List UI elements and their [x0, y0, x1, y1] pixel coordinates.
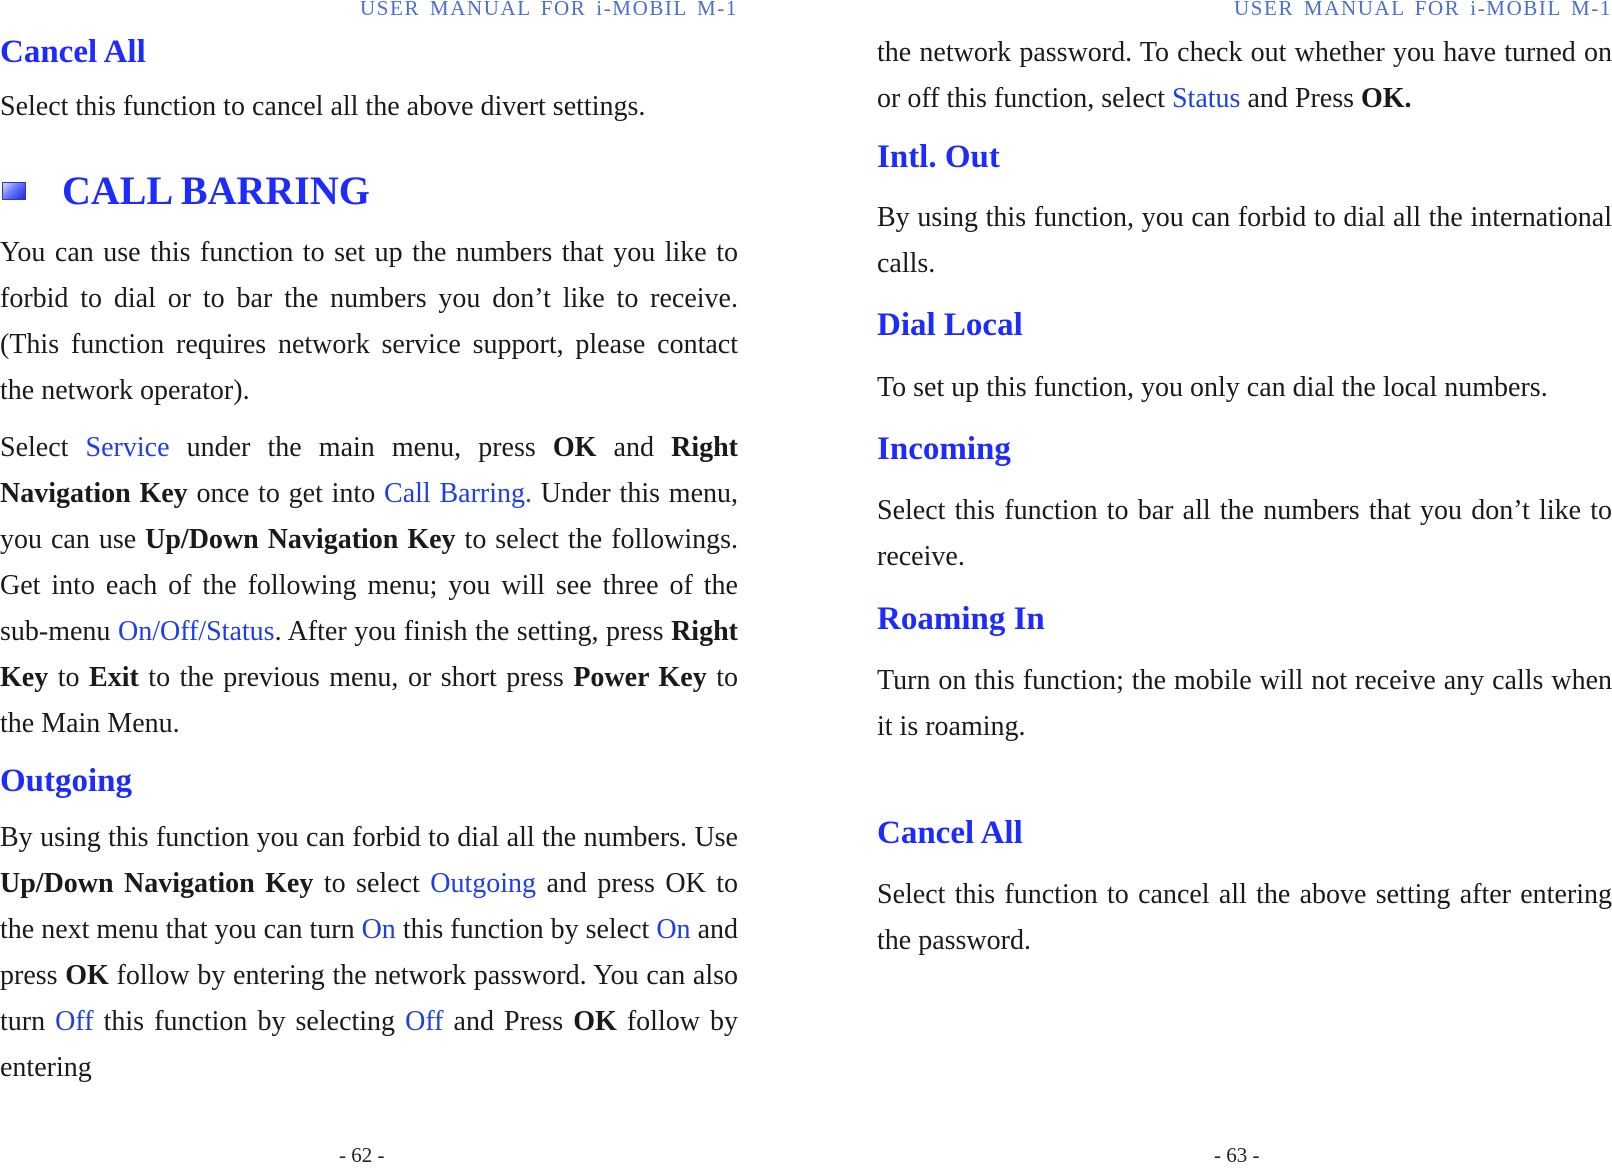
on-term: On [656, 914, 691, 945]
incoming-heading: Incoming [877, 431, 1011, 467]
updown-navigation-key-term: Up/Down Navigation Key [0, 868, 314, 899]
right-navigation-key-term: Right Navigation Key [0, 432, 738, 509]
page-number: - 63 - [1214, 1143, 1260, 1167]
left-page-content [0, 30, 738, 1091]
section-title: CALL BARRING [62, 168, 370, 213]
call-barring-title [0, 168, 738, 214]
square-bullet-icon [2, 182, 26, 200]
cancel-all-heading: Cancel All [877, 815, 1023, 851]
continued-paragraph: the network password. To check out whether you have turned on or off this function, select Status and Press OK. [877, 37, 1612, 114]
dial-local-heading: Dial Local [877, 307, 1023, 343]
right-page-content [877, 30, 1612, 964]
intl-out-heading: Intl. Out [877, 139, 1000, 175]
ok-key-term: OK. [1361, 83, 1412, 114]
incoming-text: Select this function to bar all the numbers that you don’t like to receive. [877, 495, 1612, 572]
ok-key-term: OK [552, 432, 597, 463]
power-key-term: Power Key [573, 662, 707, 693]
off-term: Off [55, 1006, 94, 1037]
off-term: Off [405, 1006, 444, 1037]
call-barring-menu-term: Call Barring. [384, 478, 532, 509]
cancel-all-text: Select this function to cancel all the above divert settings. [0, 91, 646, 122]
cancel-all-heading: Cancel All [0, 34, 146, 70]
running-header: USER MANUAL FOR i-MOBIL M-1 [360, 0, 738, 20]
exit-term: Exit [89, 662, 139, 693]
call-barring-navigation-paragraph: Select Service under the main menu, press OK and Right Navigation Key once to get into Call Barring. Under this menu, you can use Up/Down Navigation Key to select the followings. Get into each of the following menu; you will see three of the sub-menu On/Off/Status. After you finish the setting, press Right Key to Exit to the previous menu, or short press Power Key to the Main Menu. [0, 432, 739, 739]
right-page [877, 0, 1612, 1168]
running-header: USER MANUAL FOR i-MOBIL M-1 [1234, 0, 1612, 20]
ok-key-term: OK [65, 960, 109, 991]
outgoing-menu-term: Outgoing [430, 868, 537, 899]
status-menu-term: Status [1171, 83, 1241, 114]
updown-navigation-key-term: Up/Down Navigation Key [145, 524, 456, 555]
cancel-all-text: Select this function to cancel all the above setting after entering the password. [877, 879, 1612, 956]
right-key-term: Right Key [0, 616, 738, 693]
page-number: - 62 - [339, 1143, 385, 1167]
roaming-in-heading: Roaming In [877, 601, 1045, 637]
roaming-in-text: Turn on this function; the mobile will not receive any calls when it is roaming. [877, 665, 1612, 742]
service-menu-term: Service [85, 432, 170, 463]
intl-out-text: By using this function, you can forbid to dial all the international calls. [877, 202, 1612, 279]
outgoing-paragraph: By using this function you can forbid to dial all the numbers. Use Up/Down Navigation Key to select Outgoing and press OK to the next menu that you can turn On this function by select On and press OK follow by entering the network password. You can also turn Off this function by selecting Off and Press OK follow by entering [0, 822, 739, 1083]
on-term: On [361, 914, 396, 945]
on-off-status-term: On/Off/Status [117, 616, 275, 647]
call-barring-intro: You can use this function to set up the numbers that you like to forbid to dial or to bar the numbers you don’t like to receive. (This function requires network service support, please contact the network operator). [0, 237, 738, 406]
outgoing-heading: Outgoing [0, 763, 133, 799]
ok-key-term: OK [573, 1006, 617, 1037]
dial-local-text: To set up this function, you only can dial the local numbers. [877, 372, 1548, 403]
left-page [0, 0, 738, 1168]
